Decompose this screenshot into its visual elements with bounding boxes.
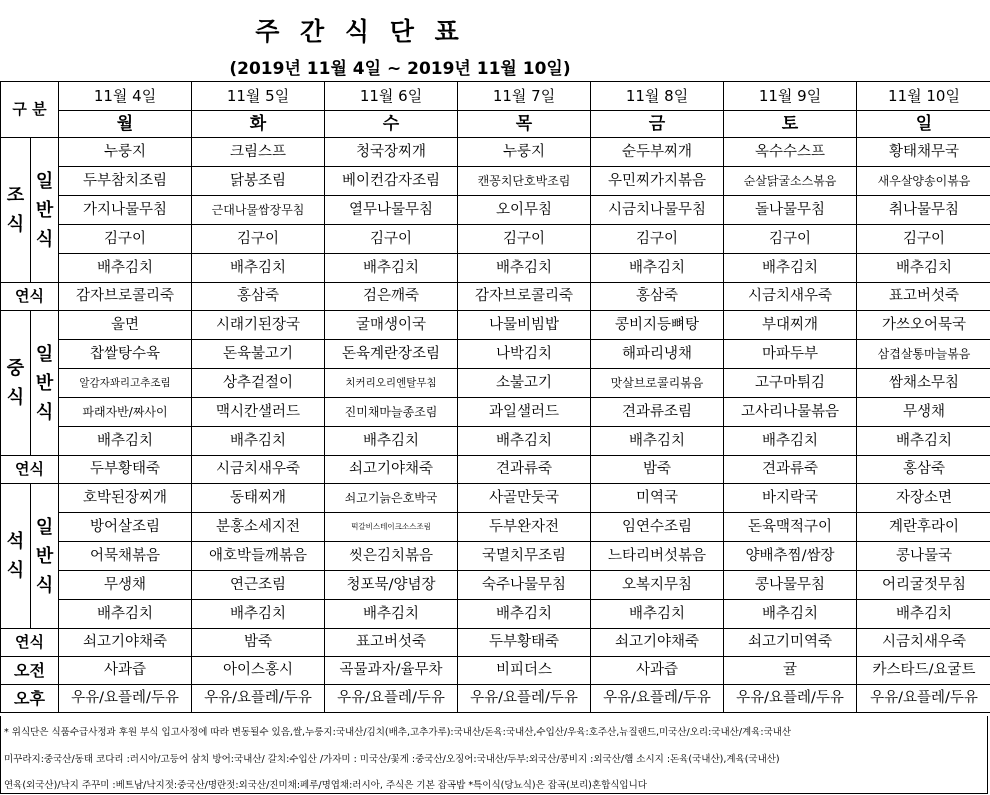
- menu-item: 숙주나물무침: [458, 571, 591, 600]
- menu-item: 미역국: [591, 484, 724, 513]
- snack-item: 사과즙: [591, 657, 724, 685]
- menu-item: 배추김치: [591, 600, 724, 629]
- porridge-item: 감자브로콜리죽: [458, 283, 591, 311]
- date-header: 11월 6일: [325, 82, 458, 111]
- menu-item: 방어살조림: [59, 513, 192, 542]
- menu-item: 순살닭굴소스볶음: [724, 167, 857, 196]
- afternoon-snack-label: 오후: [1, 685, 59, 713]
- menu-item: 배추김치: [59, 254, 192, 283]
- porridge-item: 쇠고기야채죽: [591, 629, 724, 657]
- porridge-item: 쇠고기야채죽: [59, 629, 192, 657]
- porridge-label: 연식: [1, 283, 59, 311]
- menu-item: 청포묵/양념장: [325, 571, 458, 600]
- menu-item: 가쓰오어묵국: [857, 311, 990, 340]
- menu-item: 청국장찌개: [325, 138, 458, 167]
- menu-item: 배추김치: [59, 600, 192, 629]
- menu-item: 쌈채소무침: [857, 369, 990, 398]
- notes-box: [0, 716, 988, 794]
- menu-item: 부대찌개: [724, 311, 857, 340]
- menu-item: 배추김치: [458, 600, 591, 629]
- menu-item: 돌나물무침: [724, 196, 857, 225]
- general-meal-label: 일 반 식: [31, 311, 59, 456]
- menu-item: 고사리나물볶음: [724, 398, 857, 427]
- menu-item: 배추김치: [724, 427, 857, 456]
- dinner-label: 석 식: [1, 484, 31, 629]
- menu-item: 콩비지등뼈탕: [591, 311, 724, 340]
- menu-item: 근대나물쌈장무침: [192, 196, 325, 225]
- general-meal-label: 일 반 식: [31, 138, 59, 283]
- day-header: 화: [192, 111, 325, 138]
- porridge-item: 견과류죽: [724, 456, 857, 484]
- menu-item: 배추김치: [591, 427, 724, 456]
- menu-item: 김구이: [325, 225, 458, 254]
- date-header: 11월 10일: [857, 82, 990, 111]
- porridge-item: 쇠고기미역죽: [724, 629, 857, 657]
- origin-note: * 위식단은 식품수급사정과 후원 부식 입고사정에 따라 변동될수 있음,쌀,누룽지:국내산/김치(배추,고추가루):국내산/돈육:국내산,수입산/우육:호주산,뉴질랜드,미국산/오리:국내산/계육:국내산: [4, 727, 792, 738]
- menu-item: 임연수조림: [591, 513, 724, 542]
- menu-item: 배추김치: [325, 254, 458, 283]
- menu-item: 황태채무국: [857, 138, 990, 167]
- menu-item: 배추김치: [857, 600, 990, 629]
- menu-item: 두부완자전: [458, 513, 591, 542]
- menu-item: 떡갈비스테이크소스조림: [325, 513, 458, 542]
- porridge-item: 표고버섯죽: [325, 629, 458, 657]
- menu-item: 찹쌀탕수육: [59, 340, 192, 369]
- porridge-item: 쇠고기야채죽: [325, 456, 458, 484]
- menu-item: 김구이: [857, 225, 990, 254]
- menu-item: 마파두부: [724, 340, 857, 369]
- menu-item: 김구이: [724, 225, 857, 254]
- menu-item: 옥수수스프: [724, 138, 857, 167]
- menu-item: 열무나물무침: [325, 196, 458, 225]
- menu-item: 바지락국: [724, 484, 857, 513]
- general-meal-label: 일 반 식: [31, 484, 59, 629]
- day-header: 금: [591, 111, 724, 138]
- date-range: (2019년 11월 4일 ~ 2019년 11월 10일): [229, 59, 571, 79]
- menu-item: 맥시칸샐러드: [192, 398, 325, 427]
- menu-item: 돈육맥적구이: [724, 513, 857, 542]
- porridge-item: 표고버섯죽: [857, 283, 990, 311]
- menu-item: 가지나물무침: [59, 196, 192, 225]
- menu-item: 돈육계란장조림: [325, 340, 458, 369]
- porridge-item: 시금치새우죽: [192, 456, 325, 484]
- date-header: 11월 7일: [458, 82, 591, 111]
- menu-item: 국멸치무조림: [458, 542, 591, 571]
- date-header: 11월 5일: [192, 82, 325, 111]
- menu-item: 캔꽁치단호박조림: [458, 167, 591, 196]
- date-header: 11월 4일: [59, 82, 192, 111]
- menu-item: 김구이: [59, 225, 192, 254]
- date-header: 11월 8일: [591, 82, 724, 111]
- menu-item: 배추김치: [59, 427, 192, 456]
- porridge-item: 검은깨죽: [325, 283, 458, 311]
- menu-item: 씻은김치볶음: [325, 542, 458, 571]
- snack-item: 비피더스: [458, 657, 591, 685]
- menu-item: 배추김치: [325, 600, 458, 629]
- menu-item: 무생채: [59, 571, 192, 600]
- menu-item: 해파리냉채: [591, 340, 724, 369]
- day-header: 토: [724, 111, 857, 138]
- porridge-label: 연식: [1, 629, 59, 657]
- snack-item: 우유/요플레/두유: [857, 685, 990, 713]
- menu-item: 배추김치: [458, 427, 591, 456]
- porridge-item: 견과류죽: [458, 456, 591, 484]
- menu-item: 진미채마늘종조림: [325, 398, 458, 427]
- menu-item: 배추김치: [857, 427, 990, 456]
- menu-item: 과일샐러드: [458, 398, 591, 427]
- menu-item: 굴매생이국: [325, 311, 458, 340]
- menu-item: 배추김치: [192, 600, 325, 629]
- menu-item: 배추김치: [724, 600, 857, 629]
- porridge-item: 시금치새우죽: [724, 283, 857, 311]
- menu-item: 고구마튀김: [724, 369, 857, 398]
- menu-item: 김구이: [192, 225, 325, 254]
- porridge-item: 밤죽: [192, 629, 325, 657]
- menu-item: 어묵채볶음: [59, 542, 192, 571]
- snack-item: 우유/요플레/두유: [192, 685, 325, 713]
- menu-item: 애호박들깨볶음: [192, 542, 325, 571]
- menu-item: 배추김치: [192, 427, 325, 456]
- snack-item: 귤: [724, 657, 857, 685]
- menu-item: 울면: [59, 311, 192, 340]
- menu-item: 사골만둣국: [458, 484, 591, 513]
- menu-item: 오이무침: [458, 196, 591, 225]
- menu-item: 나물비빔밥: [458, 311, 591, 340]
- snack-item: 우유/요플레/두유: [724, 685, 857, 713]
- porridge-item: 홍삼죽: [192, 283, 325, 311]
- menu-item: 연근조림: [192, 571, 325, 600]
- menu-item: 맛살브로콜리볶음: [591, 369, 724, 398]
- origin-note: 미꾸라지:중국산/동태 코다리 :러시아/고등어 삼치 방어:국내산/ 갈치:수입산 /가자미 : 미국산/꽃게 :중국산/오징어:국내산/두부:외국산/콩비지 :외국산/햄 소시지 :돈육(국내산),계육(국내산): [4, 754, 780, 765]
- menu-item: 콩나물국: [857, 542, 990, 571]
- menu-item: 닭봉조림: [192, 167, 325, 196]
- porridge-item: 홍삼죽: [857, 456, 990, 484]
- snack-item: 우유/요플레/두유: [458, 685, 591, 713]
- menu-item: 김구이: [591, 225, 724, 254]
- day-header: 목: [458, 111, 591, 138]
- menu-item: 치커리오리엔탈무침: [325, 369, 458, 398]
- weekly-menu-table: [0, 81, 990, 713]
- porridge-item: 밤죽: [591, 456, 724, 484]
- menu-item: 견과류조림: [591, 398, 724, 427]
- porridge-item: 시금치새우죽: [857, 629, 990, 657]
- menu-item: 시금치나물무침: [591, 196, 724, 225]
- porridge-label: 연식: [1, 456, 59, 484]
- porridge-item: 두부황태죽: [458, 629, 591, 657]
- menu-item: 크림스프: [192, 138, 325, 167]
- menu-item: 양배추찜/쌈장: [724, 542, 857, 571]
- day-header: 월: [59, 111, 192, 138]
- menu-item: 파래자반/짜사이: [59, 398, 192, 427]
- menu-item: 상추겉절이: [192, 369, 325, 398]
- snack-item: 곡물과자/율무차: [325, 657, 458, 685]
- porridge-item: 두부황태죽: [59, 456, 192, 484]
- menu-item: 우민찌가지볶음: [591, 167, 724, 196]
- menu-item: 무생채: [857, 398, 990, 427]
- menu-item: 소불고기: [458, 369, 591, 398]
- snack-item: 사과즙: [59, 657, 192, 685]
- menu-item: 시래기된장국: [192, 311, 325, 340]
- snack-item: 우유/요플레/두유: [325, 685, 458, 713]
- menu-item: 돈육불고기: [192, 340, 325, 369]
- menu-item: 배추김치: [192, 254, 325, 283]
- menu-item: 취나물무침: [857, 196, 990, 225]
- menu-item: 삼겹살통마늘볶음: [857, 340, 990, 369]
- lunch-label: 중 식: [1, 311, 31, 456]
- menu-item: 계란후라이: [857, 513, 990, 542]
- menu-item: 자장소면: [857, 484, 990, 513]
- snack-item: 카스타드/요굴트: [857, 657, 990, 685]
- date-header: 11월 9일: [724, 82, 857, 111]
- menu-item: 누룽지: [59, 138, 192, 167]
- snack-item: 우유/요플레/두유: [59, 685, 192, 713]
- menu-item: 호박된장찌개: [59, 484, 192, 513]
- snack-item: 우유/요플레/두유: [591, 685, 724, 713]
- day-header: 수: [325, 111, 458, 138]
- breakfast-label: 조 식: [1, 138, 31, 283]
- menu-item: 새우살양송이볶음: [857, 167, 990, 196]
- morning-snack-label: 오전: [1, 657, 59, 685]
- menu-item: 쇠고기늙은호박국: [325, 484, 458, 513]
- menu-item: 배추김치: [325, 427, 458, 456]
- menu-item: 콩나물무침: [724, 571, 857, 600]
- menu-item: 나박김치: [458, 340, 591, 369]
- porridge-item: 홍삼죽: [591, 283, 724, 311]
- origin-note: 연육(외국산)/낙지 주꾸미 :베트남/낙지젓:중국산/명란젓:외국산/진미채:페루/명엽채:러시아, 주식은 기본 잡곡밥 *특이식(당뇨식)은 잡곡(보리)혼합식입니다: [4, 780, 647, 791]
- menu-item: 오복지무침: [591, 571, 724, 600]
- menu-item: 배추김치: [591, 254, 724, 283]
- menu-item: 누룽지: [458, 138, 591, 167]
- menu-item: 배추김치: [724, 254, 857, 283]
- menu-item: 알감자꽈리고추조림: [59, 369, 192, 398]
- page-title: 주 간 식 단 표: [255, 17, 465, 46]
- menu-item: 김구이: [458, 225, 591, 254]
- menu-item: 어리굴젓무침: [857, 571, 990, 600]
- menu-item: 느타리버섯볶음: [591, 542, 724, 571]
- menu-item: 동태찌개: [192, 484, 325, 513]
- menu-item: 배추김치: [857, 254, 990, 283]
- day-header: 일: [857, 111, 990, 138]
- snack-item: 아이스홍시: [192, 657, 325, 685]
- menu-item: 베이컨감자조림: [325, 167, 458, 196]
- menu-item: 분홍소세지전: [192, 513, 325, 542]
- porridge-item: 감자브로콜리죽: [59, 283, 192, 311]
- menu-item: 배추김치: [458, 254, 591, 283]
- gubun-header: 구 분: [1, 82, 59, 138]
- menu-item: 두부참치조림: [59, 167, 192, 196]
- menu-item: 순두부찌개: [591, 138, 724, 167]
